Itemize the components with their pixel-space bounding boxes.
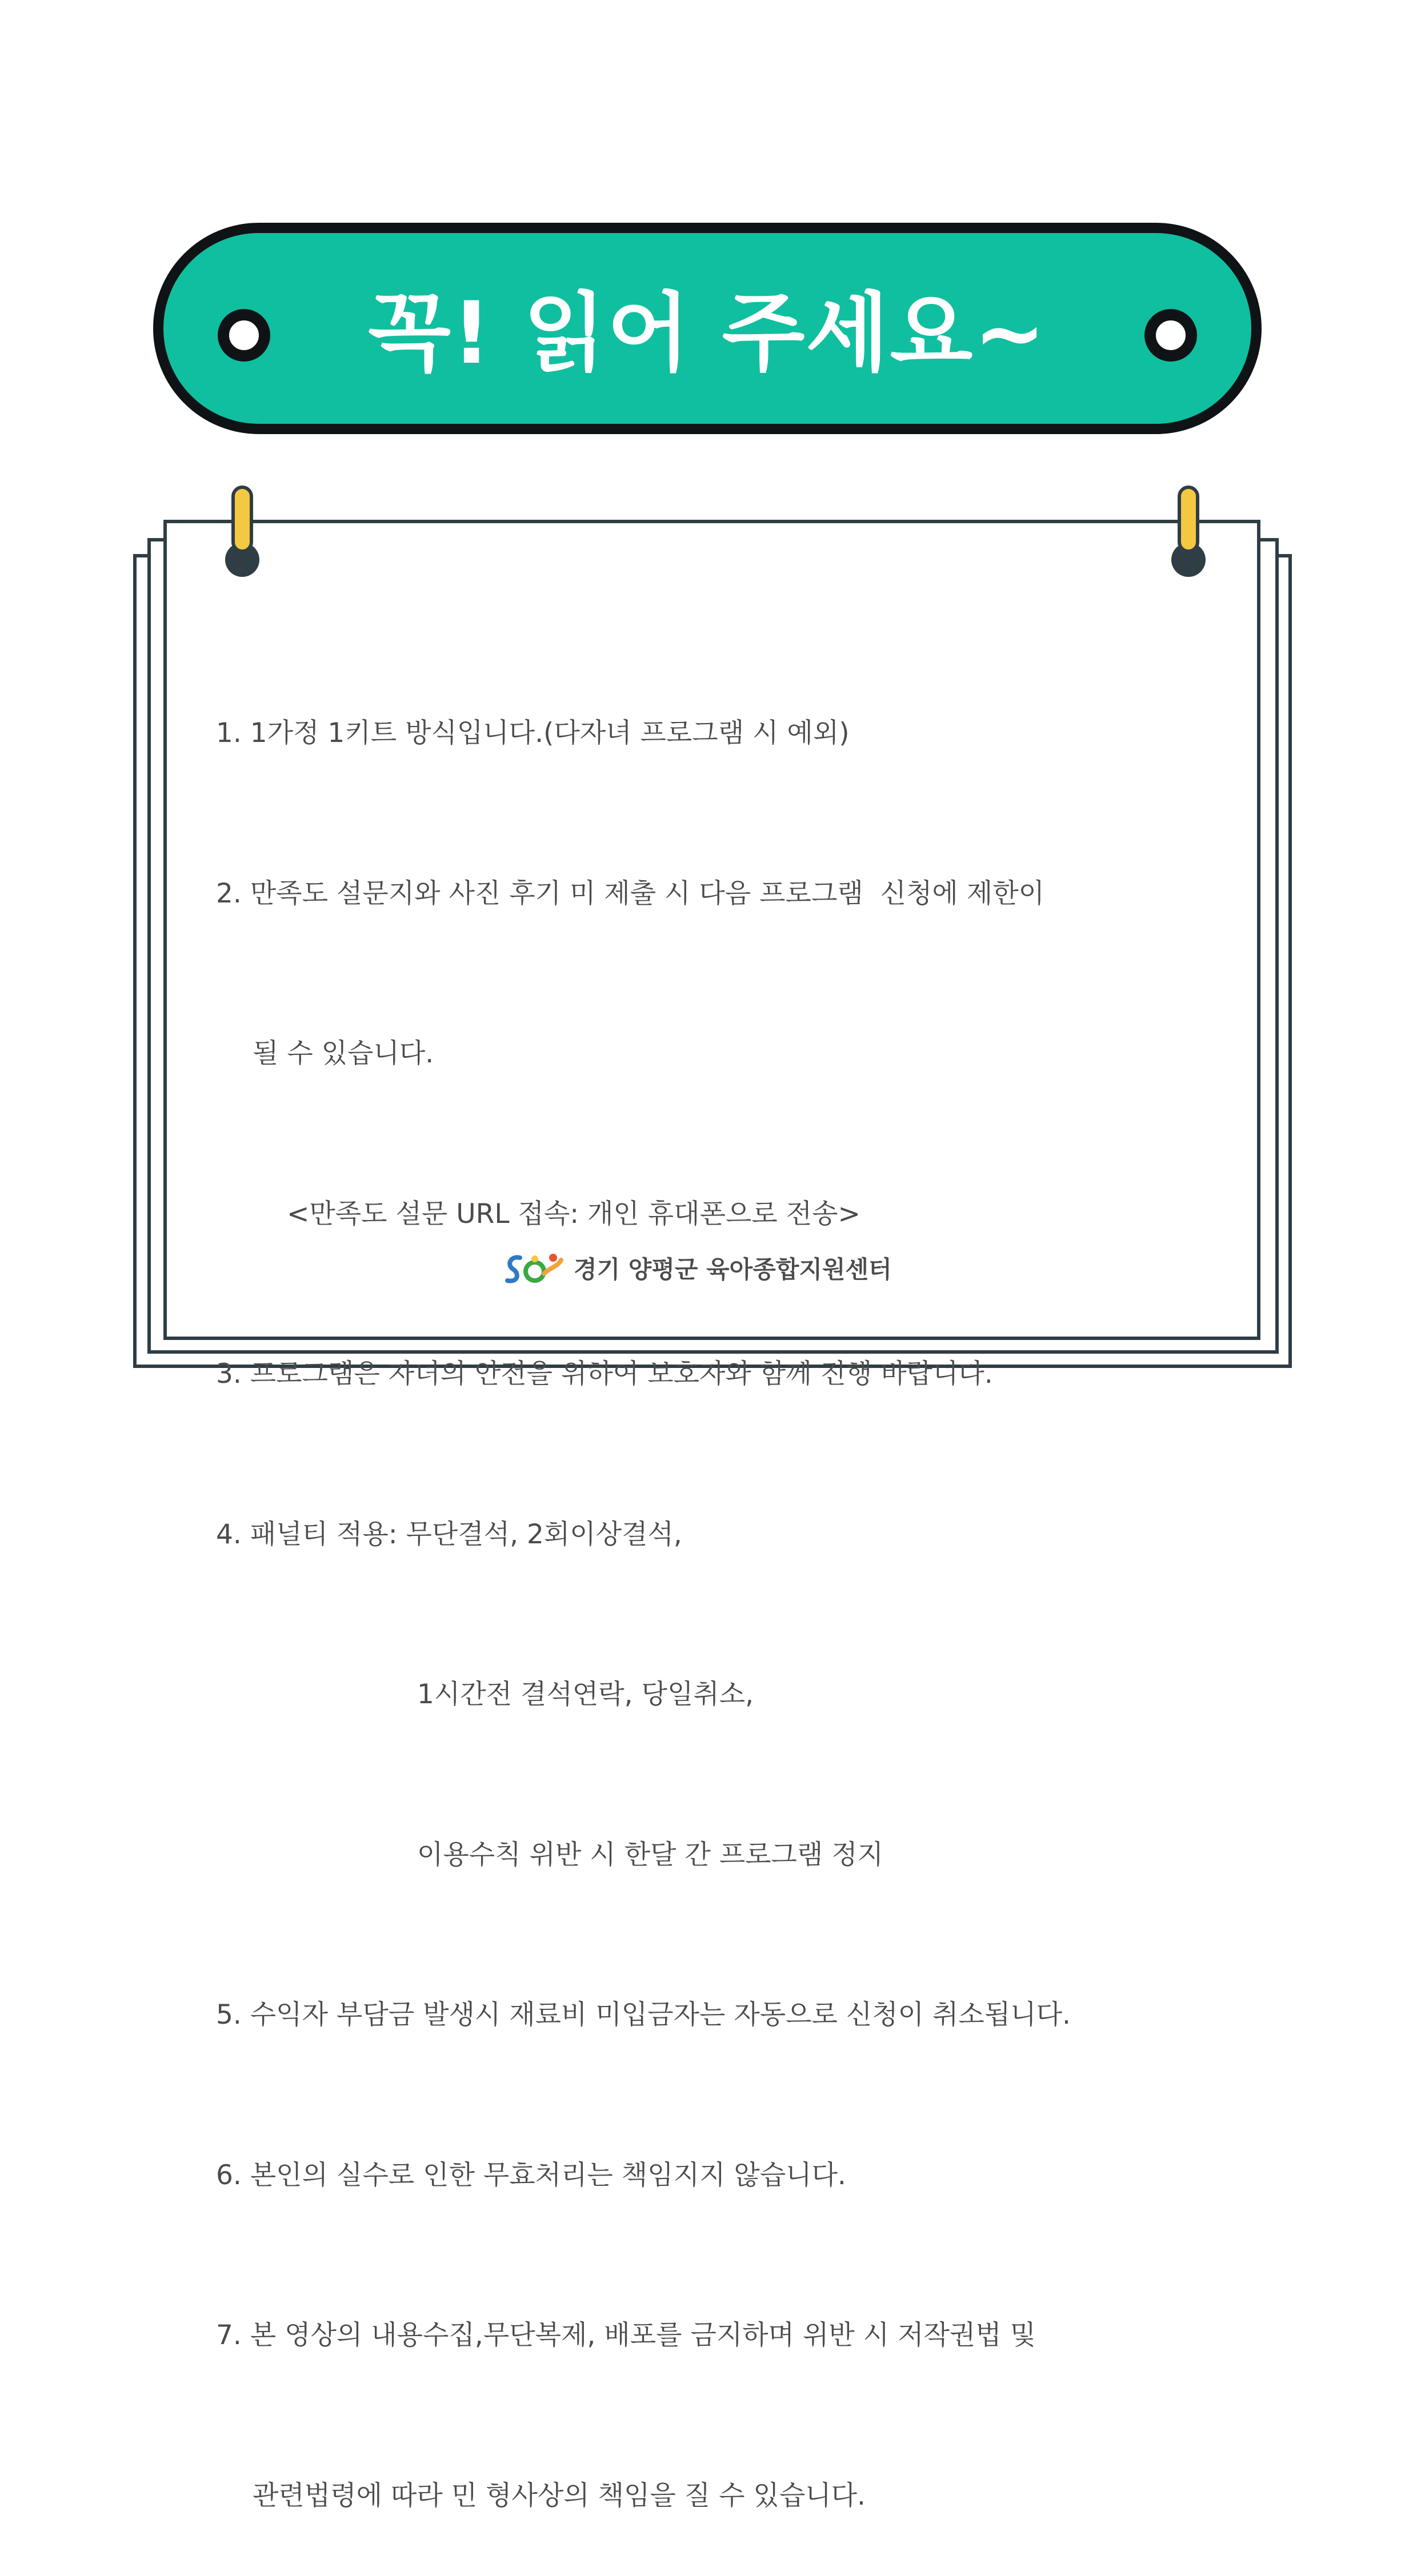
notice-item-2: 2. 만족도 설문지와 사진 후기 미 제출 시 다음 프로그램 신청에 제한이 [216, 877, 1044, 909]
notice-item-5: 5. 수익자 부담금 발생시 재료비 미입금자는 자동으로 신청이 취소됩니다. [216, 1999, 1071, 2031]
banner-title: 꼭! 읽어 주세요~ [368, 284, 1047, 383]
ring-hole-right-icon [1144, 309, 1197, 362]
notice-item-4: 4. 패널티 적용: 무단결석, 2회이상결석, [216, 1518, 682, 1550]
title-banner [153, 223, 1262, 434]
binder-clip-left-icon [225, 485, 259, 577]
center-logo-icon [503, 1247, 566, 1289]
notice-item-7: 7. 본 영상의 내용수집,무단복제, 배포를 금지하며 위반 시 저작권법 및 [216, 2320, 1036, 2351]
notice-item-1: 1. 1가정 1키트 방식입니다.(다자녀 프로그램 시 예외) [216, 717, 850, 749]
notice-survey-url: <만족도 설문 URL 접속: 개인 휴대폰으로 전송> [287, 1198, 860, 1230]
org-name: 경기 양평군 육아종합지원센터 [574, 1255, 892, 1283]
notice-item-7-cont: 관련법령에 따라 민 형사상의 책임을 질 수 있습니다. [253, 2479, 866, 2511]
notice-item-4-cont-1: 1시간전 결석연락, 당일취소, [417, 1679, 754, 1710]
notice-list [216, 600, 1233, 2576]
notice-item-3: 3. 프로그램은 자녀의 안전을 위하여 보호자와 함께 진행 바랍니다. [216, 1358, 993, 1390]
notice-item-2-cont: 될 수 있습니다. [253, 1038, 434, 1069]
notice-item-4-cont-2: 이용수칙 위반 시 한달 간 프로그램 정지 [417, 1839, 884, 1871]
binder-clip-right-icon [1171, 485, 1206, 577]
notice-item-6: 6. 본인의 실수로 인한 무효처리는 책임지지 않습니다. [216, 2159, 846, 2191]
footer-org [503, 1245, 892, 1291]
